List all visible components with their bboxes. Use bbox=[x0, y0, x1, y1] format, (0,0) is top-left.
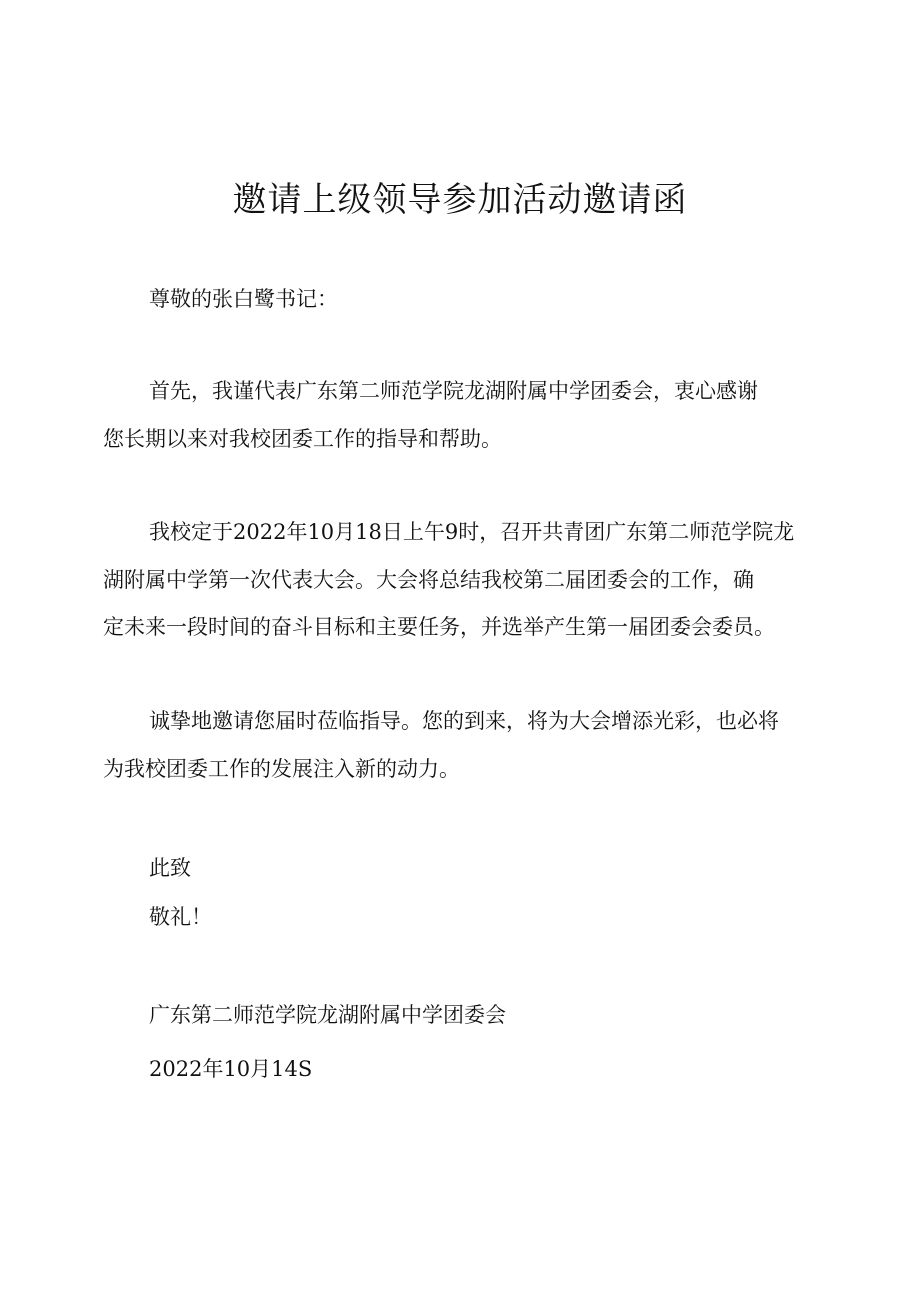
paragraph1-line2: 您长期以来对我校团委工作的指导和帮助。 bbox=[103, 427, 502, 451]
paragraph1-line1: 首先，我谨代表广东第二师范学院龙湖附属中学团委会，衷心感谢 bbox=[149, 379, 758, 403]
paragraph3-line1: 诚挚地邀请您届时莅临指导。您的到来，将为大会增添光彩，也必将 bbox=[149, 709, 779, 733]
paragraph3-line2: 为我校团委工作的发展注入新的动力。 bbox=[103, 757, 460, 781]
signature: 广东第二师范学院龙湖附属中学团委会 bbox=[149, 1003, 506, 1027]
salutation: 尊敬的张白鹭书记： bbox=[149, 287, 338, 311]
date: 2022年10月14S bbox=[149, 1057, 313, 1081]
closing-line2: 敬礼！ bbox=[149, 905, 212, 929]
paragraph2-line1: 我校定于2022年10月18日上午9时，召开共青团广东第二师范学院龙 bbox=[149, 520, 795, 544]
paragraph2-line3: 定未来一段时间的奋斗目标和主要任务，并选举产生第一届团委会委员。 bbox=[103, 615, 775, 639]
closing-line1: 此致 bbox=[149, 856, 191, 880]
paragraph2-line2: 湖附属中学第一次代表大会。大会将总结我校第二届团委会的工作，确 bbox=[103, 568, 754, 592]
document-title: 邀请上级领导参加活动邀请函 bbox=[232, 180, 688, 220]
